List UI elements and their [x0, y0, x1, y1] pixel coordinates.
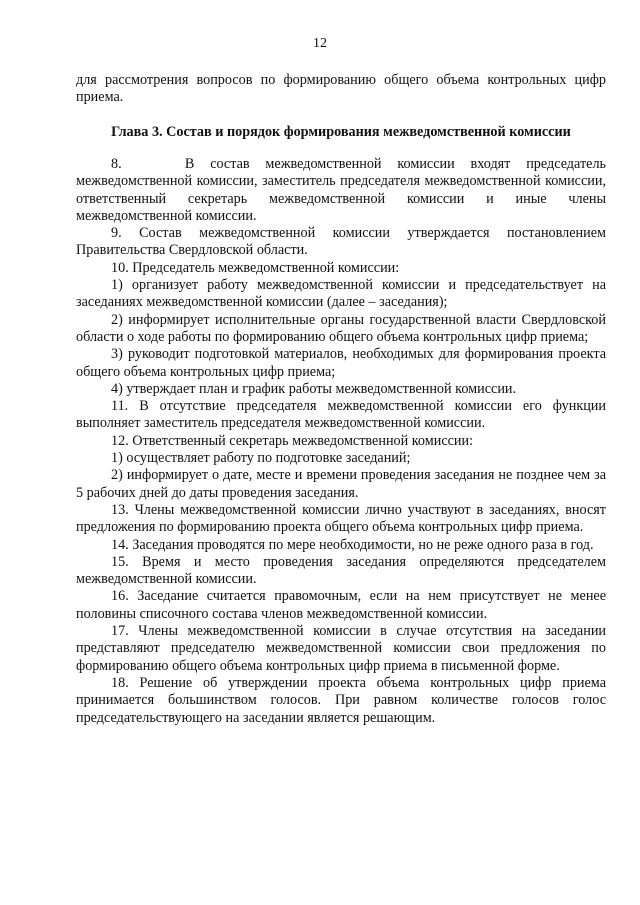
paragraph-9: 9. Состав межведомственной комиссии утверждается постановлением Правительства Свердловской области.	[76, 225, 606, 259]
paragraph-11: 11. В отсутствие председателя межведомственной комиссии его функции выполняет заместитель председателя межведомственной комиссии.	[76, 398, 606, 432]
intro-paragraph: для рассмотрения вопросов по формированию общего объема контрольных цифр приема.	[76, 72, 606, 106]
chapter-title: Глава 3. Состав и порядок формирования межведомственной комиссии	[111, 124, 571, 140]
paragraph-10-item-2: 2) информирует исполнительные органы государственной власти Свердловской области о ходе работы по формированию общего объема контрольных цифр приема;	[76, 311, 606, 345]
page-number: 12	[313, 36, 327, 51]
paragraph-14: 14. Заседания проводятся по мере необходимости, но не реже одного раза в год.	[111, 536, 594, 553]
paragraph-15: 15. Время и место проведения заседания определяются председателем межведомственной комиссии.	[76, 553, 606, 588]
paragraph-8: 8. В состав межведомственной комиссии входят председатель межведомственной комиссии, заместитель председателя межведомственной комиссии, ответственный секретарь межведомственной комиссии и иные члены межведомственной комиссии.	[76, 156, 606, 224]
paragraph-10-item-3: 3) руководит подготовкой материалов, необходимых для формирования проекта общего объема контрольных цифр приема;	[76, 346, 606, 380]
paragraph-10: 10. Председатель межведомственной комиссии:	[111, 259, 400, 276]
paragraph-13: 13. Члены межведомственной комиссии лично участвуют в заседаниях, вносят предложения по формированию проекта общего объема контрольных цифр приема.	[76, 501, 606, 536]
paragraph-16: 16. Заседание считается правомочным, если на нем присутствует не менее половины списочного состава членов межведомственной комиссии.	[76, 588, 606, 622]
intro-text-block	[76, 72, 606, 107]
paragraph-17: 17. Члены межведомственной комиссии в случае отсутствия на заседании представляют председателю межведомственной комиссии свои предложения по формированию общего объема контрольных цифр приема в письменной форме.	[76, 623, 606, 674]
paragraph-12-item-2: 2) информирует о дате, месте и времени проведения заседания не позднее чем за 5 рабочих дней до даты проведения заседания.	[76, 467, 606, 501]
paragraph-12: 12. Ответственный секретарь межведомственной комиссии:	[111, 432, 474, 449]
paragraph-10-item-1: 1) организует работу межведомственной комиссии и председательствует на заседаниях межведомственной комиссии (далее – заседания);	[76, 277, 606, 311]
paragraph-18: 18. Решение об утверждении проекта объема контрольных цифр приема принимается большинством голосов. При равном количестве голосов голос председательствующего на заседании является решающим.	[76, 674, 606, 726]
paragraph-10-item-4: 4) утверждает план и график работы межведомственной комиссии.	[111, 380, 517, 397]
paragraph-12-item-1: 1) осуществляет работу по подготовке заседаний;	[111, 450, 411, 467]
chapter-body	[76, 156, 606, 727]
